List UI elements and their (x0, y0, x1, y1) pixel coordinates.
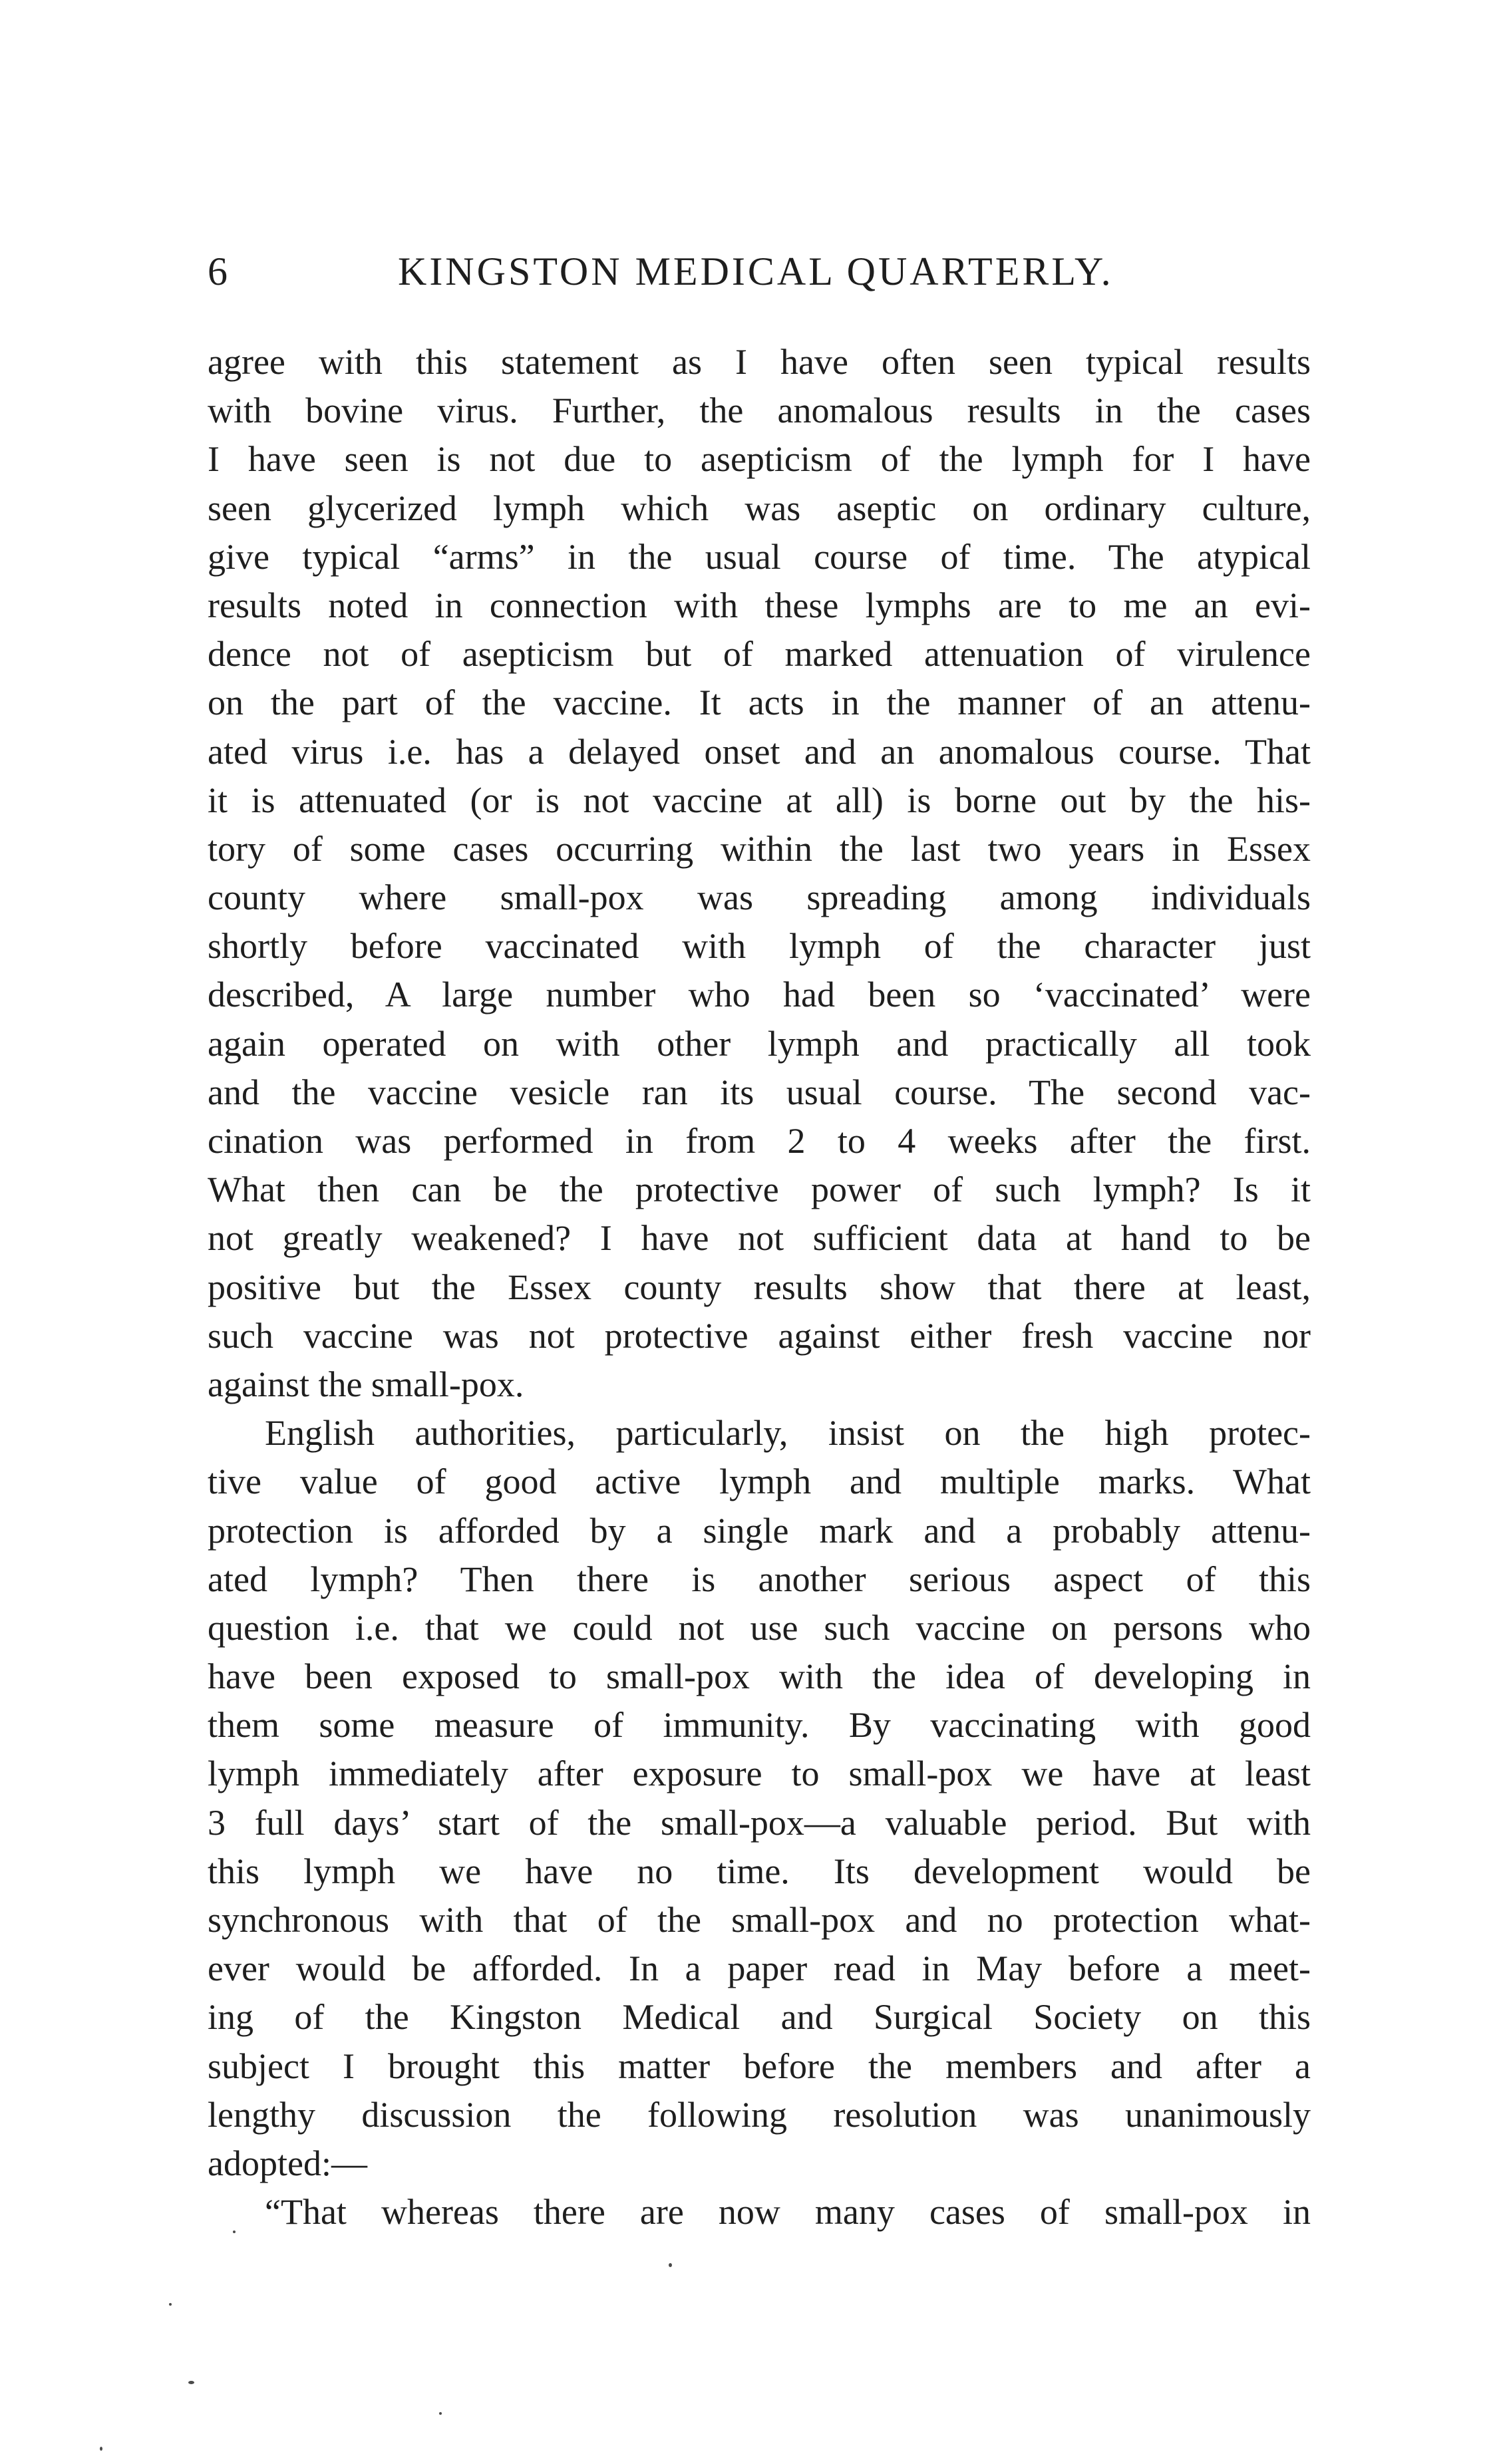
text-line: again operated on with other lymph and practically all took (208, 1023, 1311, 1064)
paragraph-first-line: English authorities, particularly, insist on the high protec- (265, 1413, 1311, 1454)
text-line: and the vaccine vesicle ran its usual course. The second vac- (208, 1072, 1311, 1112)
text-line: such vaccine was not protective against either fresh vaccine nor (208, 1315, 1311, 1356)
scan-speck (669, 2263, 672, 2267)
text-line: cination was performed in from 2 to 4 weeks after the first. (208, 1121, 1311, 1161)
text-line: ever would be afforded. In a paper read in May before a meet- (208, 1948, 1311, 1989)
scan-speck (169, 2303, 172, 2306)
text-line: described, A large number who had been so ‘vaccinated’ were (208, 975, 1311, 1015)
text-line: 3 full days’ start of the small-pox—a valuable period. But with (208, 1802, 1311, 1843)
body-text (208, 338, 1311, 2236)
text-line: on the part of the vaccine. It acts in the manner of an attenu- (208, 683, 1311, 723)
text-line: seen glycerized lymph which was aseptic on ordinary culture, (208, 488, 1311, 528)
scan-speck (100, 2447, 102, 2451)
text-line: against the small-pox. (208, 1364, 524, 1404)
text-line: positive but the Essex county results show that there at least, (208, 1267, 1311, 1307)
text-line: have been exposed to small-pox with the idea of developing in (208, 1656, 1311, 1697)
text-line: give typical “arms” in the usual course of time. The atypical (208, 536, 1311, 577)
text-line: ated lymph? Then there is another serious aspect of this (208, 1559, 1311, 1599)
journal-title: KINGSTON MEDICAL QUARTERLY. (398, 249, 1114, 293)
text-line: adopted:— (208, 2143, 367, 2183)
text-line: county where small-pox was spreading among individuals (208, 877, 1311, 918)
text-line: ing of the Kingston Medical and Surgical Society on this (208, 1997, 1311, 2038)
scan-speck (233, 2231, 236, 2233)
text-line: agree with this statement as I have often seen typical results (208, 342, 1311, 382)
text-line: them some measure of immunity. By vaccinating with good (208, 1705, 1311, 1746)
text-line: subject I brought this matter before the members and after a (208, 2046, 1311, 2086)
text-line: lengthy discussion the following resolution was unanimously (208, 2094, 1311, 2135)
text-line: shortly before vaccinated with lymph of the character just (208, 926, 1311, 967)
text-line: with bovine virus. Further, the anomalous results in the cases (208, 390, 1311, 431)
scan-speck (439, 2412, 442, 2415)
quotation-first-line: “That whereas there are now many cases of small-pox in (265, 2192, 1311, 2233)
text-line: What then can be the protective power of such lymph? Is it (208, 1169, 1311, 1210)
page-number: 6 (208, 249, 230, 293)
text-line: this lymph we have no time. Its development would be (208, 1851, 1311, 1891)
text-line: lymph immediately after exposure to small-pox we have at least (208, 1754, 1311, 1794)
text-line: results noted in connection with these lymphs are to me an evi- (208, 585, 1311, 625)
text-line: it is attenuated (or is not vaccine at all) is borne out by the his- (208, 780, 1311, 820)
text-line: synchronous with that of the small-pox and no protection what- (208, 1900, 1311, 1940)
text-line: not greatly weakened? I have not sufficient data at hand to be (208, 1218, 1311, 1259)
text-line: question i.e. that we could not use such vaccine on persons who (208, 1607, 1311, 1648)
running-head (208, 245, 1312, 298)
scan-speck (188, 2381, 194, 2384)
text-line: ated virus i.e. has a delayed onset and an anomalous course. That (208, 731, 1311, 772)
text-line: dence not of asepticism but of marked attenuation of virulence (208, 634, 1311, 675)
text-line: tive value of good active lymph and multiple marks. What (208, 1462, 1311, 1502)
text-line: I have seen is not due to asepticism of the lymph for I have (208, 439, 1311, 480)
text-line: protection is afforded by a single mark and a probably attenu- (208, 1510, 1311, 1551)
text-line: tory of some cases occurring within the last two years in Essex (208, 828, 1311, 869)
